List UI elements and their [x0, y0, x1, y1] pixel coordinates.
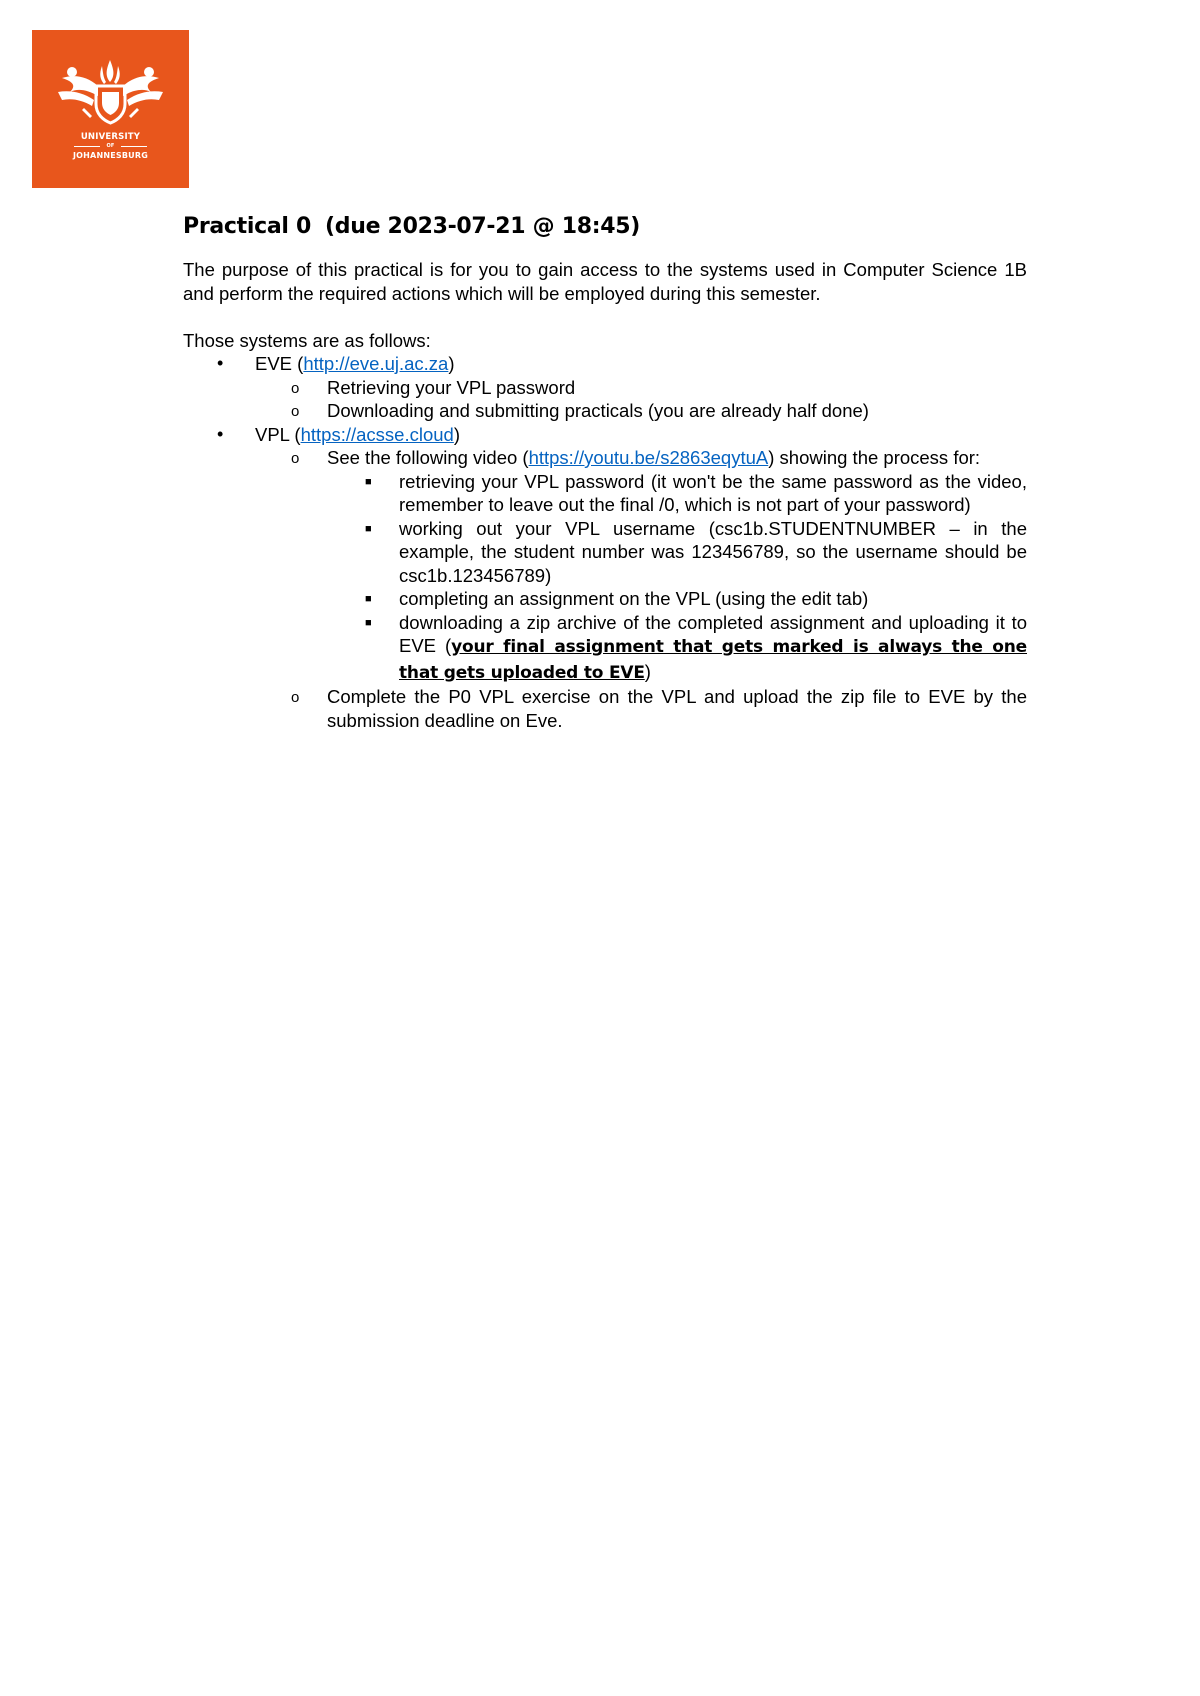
video-prefix: See the following video ( — [327, 447, 529, 468]
square-bullet-icon: ■ — [365, 593, 372, 605]
list-item-vpl: • VPL (https://acsse.cloud) o See the following video (https://youtu.be/s2863eqytuA) showing the process for: ■ retrieving your VPL password (it won't be the same password as the video, remember to leave out the final /0, which is not part of your password) ■ working out your VPL username (csc1b.STUDENTNUMBER – in the example, the student number was 123456789, so the username should be csc1b.123456789) ■ completing an assignment on the VPL (using the edit tab) ■ downloading a zip archive of the completed assignment and uploading it to EVE (your final assignment that gets marked is always the one that gets uploaded to EVE) o Complete the P0 VPL exercise on the VPL and upload the zip file to EVE by the submission deadline on Eve. — [217, 423, 1027, 731]
circle-bullet-icon: o — [291, 689, 300, 706]
list-item-complete — [255, 685, 1027, 732]
bullet-icon: • — [217, 353, 224, 373]
logo-text-university: UNIVERSITY — [80, 132, 141, 142]
page-title — [183, 212, 1027, 242]
title-name: Practical 0 — [183, 214, 312, 239]
logo-text-of: OF — [106, 143, 115, 149]
complete-text: Complete the P0 VPL exercise on the VPL and upload the zip file to EVE by the submission deadline on Eve. — [327, 686, 1027, 731]
university-logo — [32, 30, 189, 188]
eve-sublist — [255, 376, 1027, 423]
logo-text-johannesburg: JOHANNESBURG — [72, 151, 148, 160]
document-body — [183, 212, 1027, 732]
circle-bullet-icon: o — [291, 403, 300, 420]
list-item-video — [255, 446, 1027, 685]
square-bullet-icon: ■ — [365, 616, 372, 629]
step-suffix: ) — [644, 660, 651, 682]
crest-icon — [32, 30, 189, 130]
step-text: working out your VPL username (csc1b.STUDENTNUMBER – in the example, the student number was 123456789, so the username should be csc1b.123456789) — [399, 517, 1027, 586]
circle-bullet-icon: o — [291, 379, 300, 397]
step-text: downloading a zip archive of the completed assignment and uploading it to EVE ( — [399, 611, 1027, 656]
list-item — [327, 611, 1027, 686]
systems-list — [183, 352, 1027, 732]
systems-heading: Those systems are as follows: — [183, 329, 431, 351]
bullet-icon: • — [217, 423, 224, 444]
list-item — [255, 376, 1027, 400]
list-item — [255, 399, 1027, 423]
vpl-sublist — [255, 446, 1027, 732]
steps-list — [327, 470, 1027, 686]
emphasis-note: your final assignment that gets marked is always the one that gets uploaded to EVE — [399, 637, 1027, 683]
list-item — [327, 517, 1027, 588]
title-due-date: (due 2023-07-21 @ 18:45) — [325, 214, 640, 239]
circle-bullet-icon: o — [291, 450, 300, 467]
step-text: retrieving your VPL password (it won't be the same password as the video, remember to leave out the final /0, which is not part of your password) — [399, 470, 1027, 515]
square-bullet-icon: ■ — [365, 522, 372, 535]
step-text: completing an assignment on the VPL (using the edit tab) — [399, 588, 869, 609]
vpl-link[interactable]: https://acsse.cloud — [300, 423, 454, 445]
list-item — [327, 587, 1027, 611]
eve-label: EVE — [255, 353, 293, 374]
video-link[interactable]: https://youtu.be/s2863eqytuA — [528, 447, 769, 468]
eve-link[interactable]: http://eve.uj.ac.za — [303, 353, 449, 374]
list-item — [327, 470, 1027, 517]
square-bullet-icon: ■ — [365, 475, 372, 488]
intro-paragraph: The purpose of this practical is for you to gain access to the systems used in Computer Science 1B and perform the required actions which will be employed during this semester. — [183, 259, 1027, 304]
list-item-eve: • EVE (http://eve.uj.ac.za) o Retrieving your VPL password o Downloading and submitting practicals (you are already half done) — [183, 352, 1027, 423]
eve-item-text: Retrieving your VPL password — [327, 376, 576, 398]
video-suffix: ) showing the process for: — [768, 447, 981, 468]
eve-item-text: Downloading and submitting practicals (you are already half done) — [327, 400, 869, 421]
vpl-label: VPL — [255, 423, 290, 445]
logo-rule-right — [121, 146, 147, 147]
